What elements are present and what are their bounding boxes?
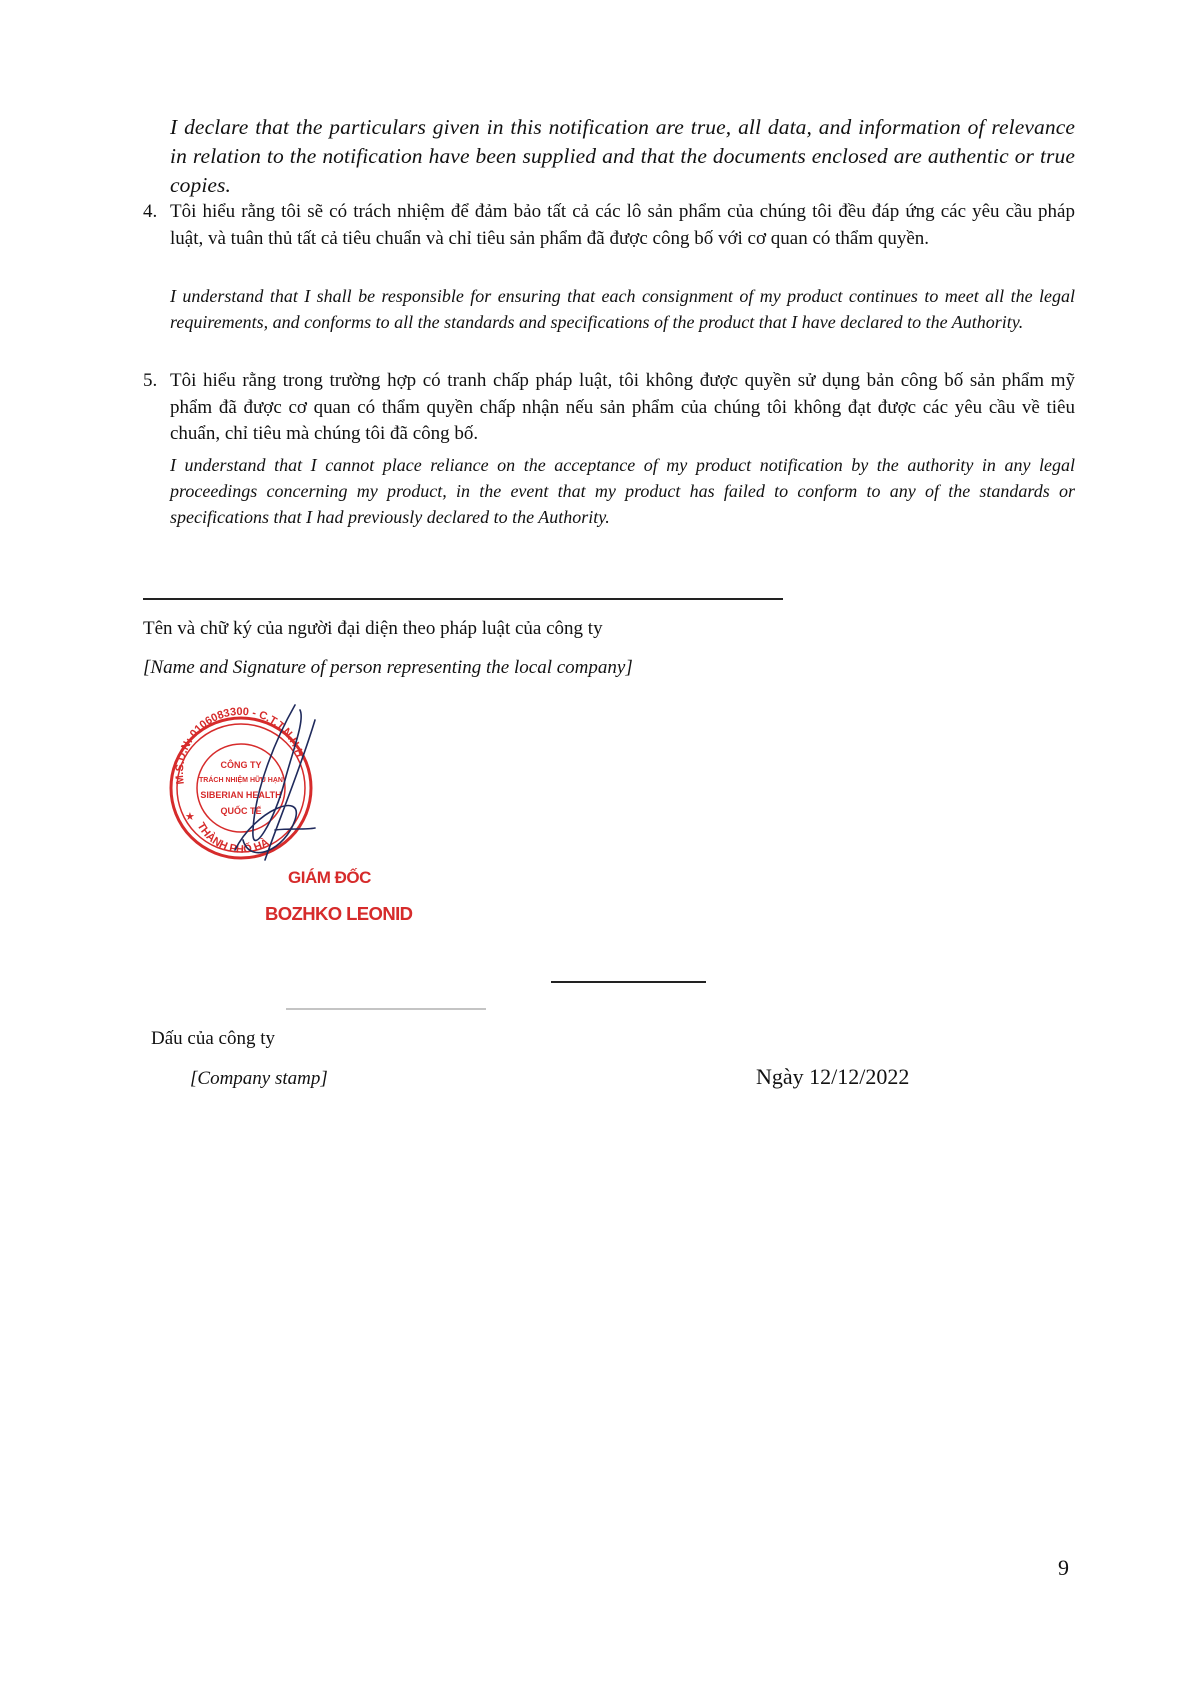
stamp-line bbox=[286, 1008, 486, 1010]
signature-line bbox=[143, 598, 783, 600]
svg-text:QUỐC TẾ: QUỐC TẾ bbox=[220, 806, 262, 816]
svg-text:SIBERIAN HEALTH: SIBERIAN HEALTH bbox=[200, 790, 282, 800]
svg-text:★: ★ bbox=[185, 810, 195, 823]
svg-text:THÀNH PHỐ HÀ: THÀNH PHỐ HÀ bbox=[194, 820, 272, 856]
item-5-text-en: I understand that I cannot place reliance on the acceptance of my product notification by the authority in any legal proceedings concerning my product, in the event that my product has failed to conform to any of the standards or specifications that I had previously declared to the Authority. bbox=[170, 455, 1075, 527]
date-line bbox=[551, 981, 706, 983]
signature-label-vi: Tên và chữ ký của người đại diện theo pháp luật của công ty bbox=[143, 618, 603, 639]
svg-text:M.S.D.N: 0106083300 - C.T.T.N.: M.S.D.N: 0106083300 - C.T.T.N.H.H bbox=[173, 705, 306, 785]
company-stamp-label-vi: Dấu của công ty bbox=[151, 1028, 275, 1049]
item-text-vi: Tôi hiểu rằng tôi sẽ có trách nhiệm để đảm bảo tất cả các lô sản phẩm của chúng tôi đều đáp ứng các yêu cầu pháp luật, và tuân thủ tất cả tiêu chuẩn và chỉ tiêu sản phẩm đã được công bố với cơ quan có thẩm quyền. bbox=[170, 201, 1075, 249]
page-number: 9 bbox=[1058, 1555, 1069, 1580]
stamp-director-name: BOZHKO LEONID bbox=[265, 903, 413, 924]
stamp-title: GIÁM ĐỐC bbox=[288, 868, 371, 887]
company-stamp-label-en: [Company stamp] bbox=[190, 1068, 328, 1089]
list-item-5 bbox=[143, 368, 1075, 448]
item-text-vi: Tôi hiểu rằng trong trường hợp có tranh chấp pháp luật, tôi không được quyền sử dụng bản công bố sản phẩm mỹ phẩm đã được cơ quan có thẩm quyền chấp nhận nếu sản phẩm của chúng tôi không đạt được các yêu cầu về tiêu chuẩn, chỉ tiêu mà chúng tôi đã công bố. bbox=[170, 370, 1075, 444]
document-date: Ngày 12/12/2022 bbox=[756, 1064, 910, 1089]
svg-text:TRÁCH NHIỆM HỮU HẠN: TRÁCH NHIỆM HỮU HẠN bbox=[199, 777, 283, 784]
signature-label-en: [Name and Signature of person representing the local company] bbox=[143, 657, 633, 678]
list-item-4 bbox=[143, 199, 1075, 252]
item-number: 5. bbox=[143, 370, 158, 391]
item-4-text-en: I understand that I shall be responsible for ensuring that each consignment of my product continues to meet all the legal requirements, and conforms to all the standards and specifications of the product that I have declared to the Authority. bbox=[170, 286, 1075, 332]
svg-text:CÔNG TY: CÔNG TY bbox=[220, 760, 262, 770]
declaration-en: I declare that the particulars given in this notification are true, all data, and information of relevance in relation to the notification have been supplied and that the documents enclosed are authentic or true copies. bbox=[170, 115, 1075, 197]
item-number: 4. bbox=[143, 201, 158, 222]
